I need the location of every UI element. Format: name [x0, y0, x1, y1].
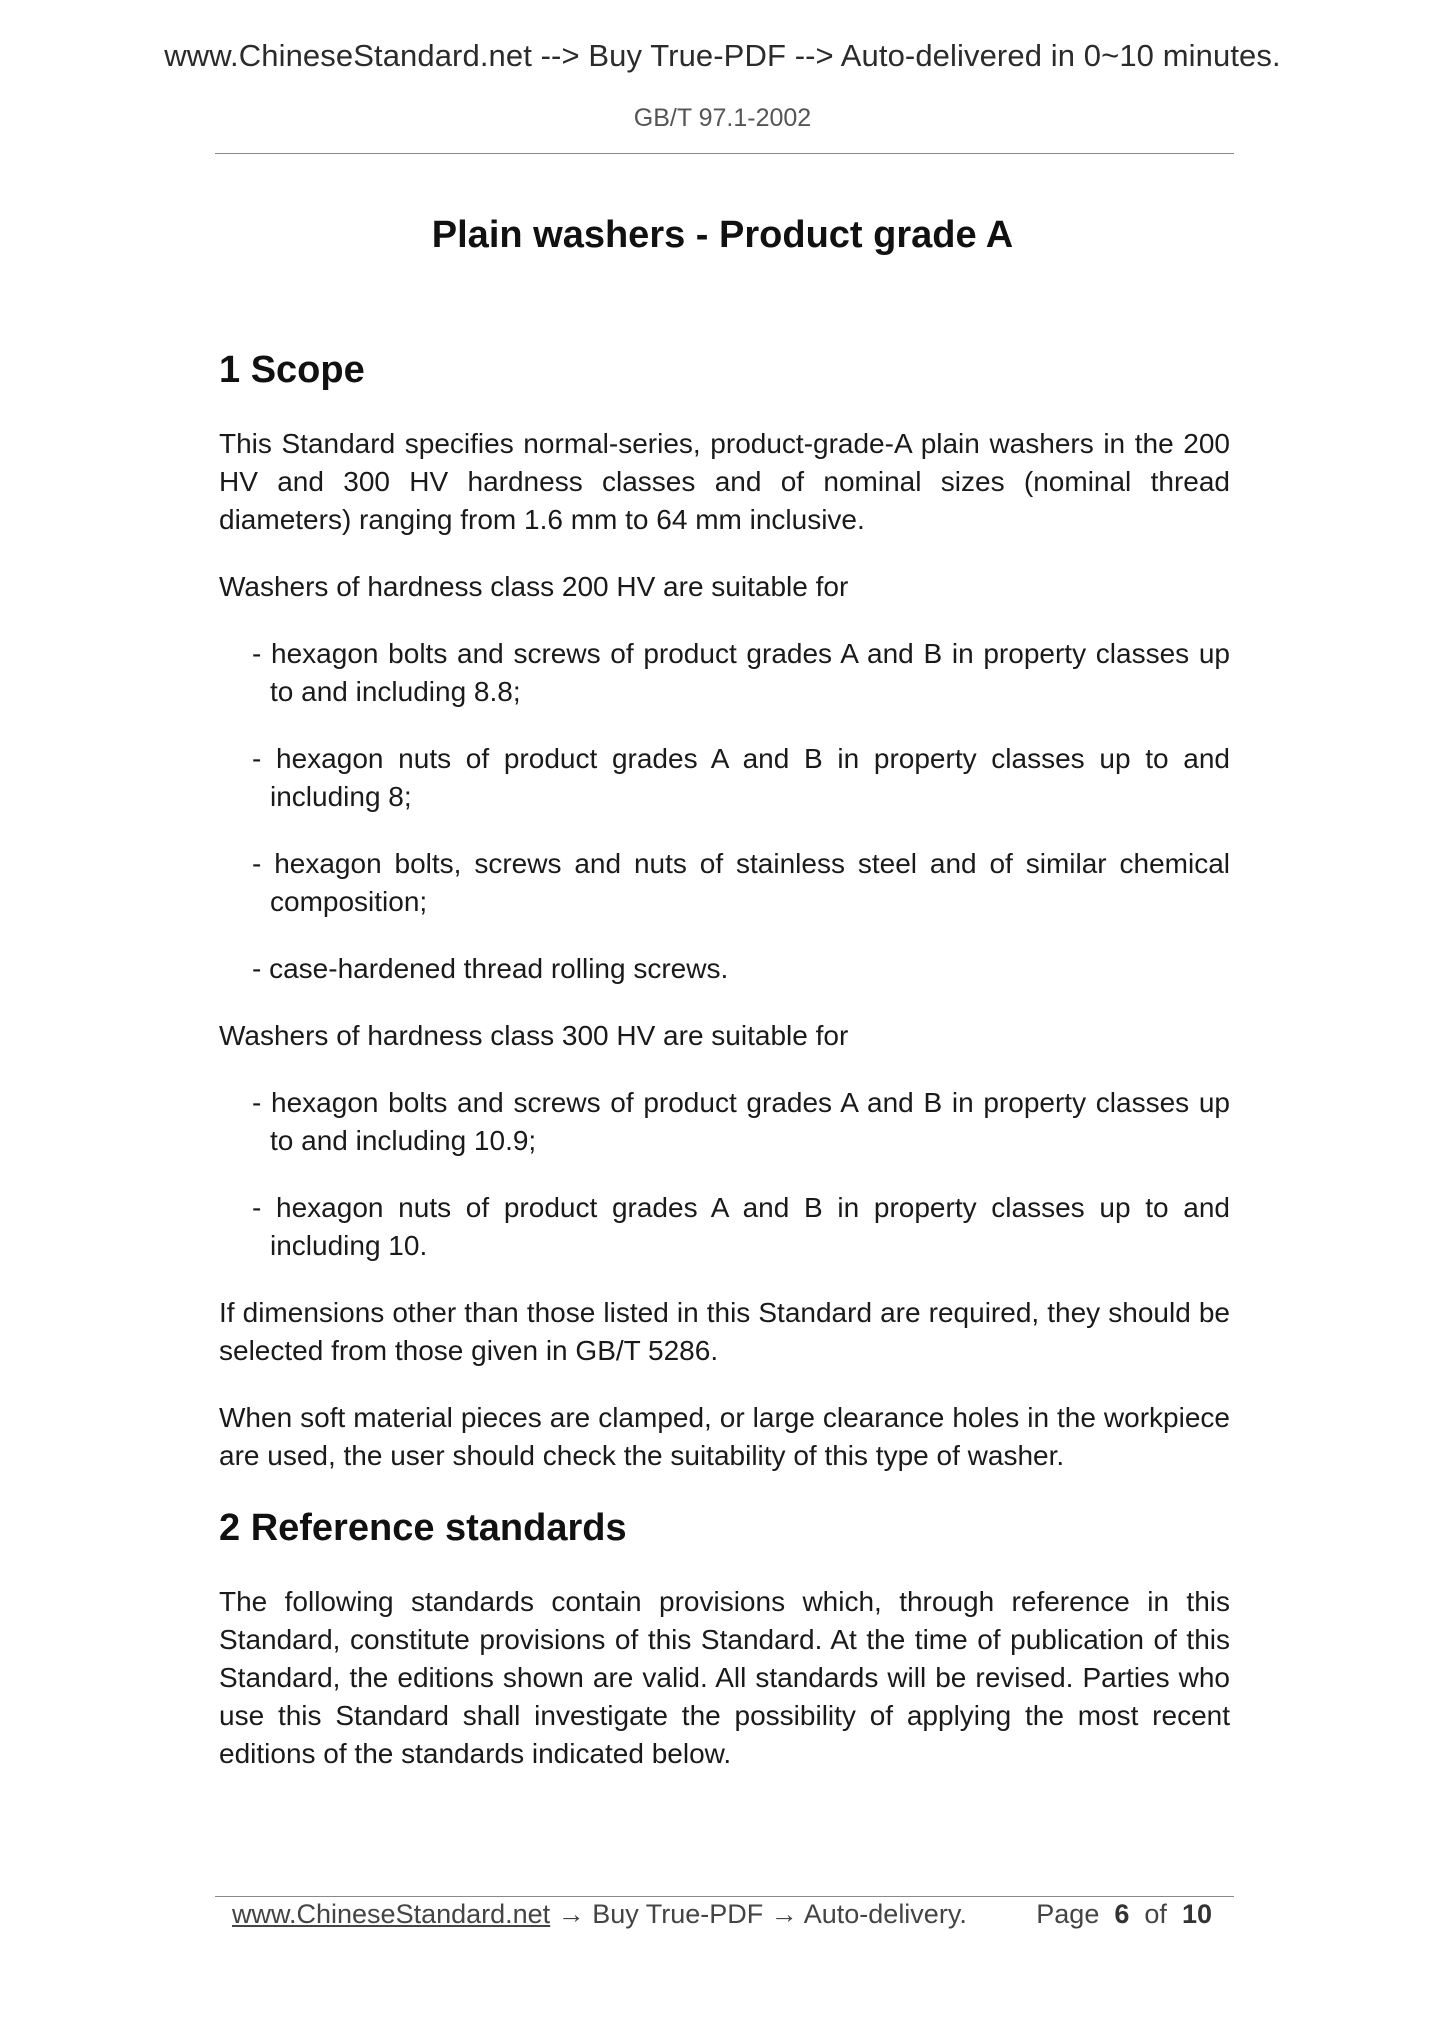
reference-standards-paragraph: The following standards contain provisions which, through reference in this Standard, constitute provisions of this Standard. At the time of publication of this Standard, the editions shown are valid. All standards will be revised. Parties who use this Standard shall investigate the possibility of applying the most recent editions of the standards indicated below.	[219, 1586, 1230, 1769]
scope-intro-paragraph: This Standard specifies normal-series, product-grade-A plain washers in the 200 HV and 300 HV hardness classes and of nominal sizes (nominal thread diameters) ranging from 1.6 mm to 64 mm inclusive.	[219, 428, 1230, 535]
list-item: - hexagon bolts and screws of product grades A and B in property classes up to and including 8.8;	[252, 638, 1230, 707]
header-divider	[215, 153, 1234, 154]
standard-number: GB/T 97.1-2002	[633, 104, 812, 132]
page-total: 10	[1181, 1899, 1212, 1929]
footer-left	[232, 1899, 967, 1930]
section-2-heading: 2 Reference standards	[219, 1507, 627, 1549]
footer-divider	[215, 1896, 1234, 1897]
list-item: - hexagon nuts of product grades A and B in property classes up to and including 10.	[252, 1192, 1230, 1261]
page-label: Page	[1036, 1899, 1100, 1929]
document-title: Plain washers - Product grade A	[431, 214, 1014, 256]
page-indicator	[1036, 1899, 1212, 1930]
list-item: - hexagon nuts of product grades A and B in property classes up to and including 8;	[252, 743, 1230, 812]
class-200-intro: Washers of hardness class 200 HV are suitable for	[219, 571, 849, 602]
site-banner: www.ChineseStandard.net --> Buy True-PDF --> Auto-delivered in 0~10 minutes.	[164, 38, 1281, 73]
list-item: - hexagon bolts, screws and nuts of stainless steel and of similar chemical composition;	[252, 848, 1230, 917]
dimensions-note-paragraph: If dimensions other than those listed in this Standard are required, they should be selected from those given in GB/T 5286.	[219, 1297, 1230, 1366]
list-item: - hexagon bolts and screws of product grades A and B in property classes up to and including 10.9;	[252, 1087, 1230, 1156]
of-label: of	[1144, 1899, 1167, 1929]
footer-delivery-text: → Buy True-PDF → Auto-delivery.	[550, 1899, 967, 1929]
document-body	[219, 346, 1230, 1773]
soft-material-note-paragraph: When soft material pieces are clamped, or large clearance holes in the workpiece are used, the user should check the suitability of this type of washer.	[219, 1402, 1230, 1471]
footer-site-link[interactable]: www.ChineseStandard.net	[232, 1899, 551, 1929]
class-300-intro: Washers of hardness class 300 HV are suitable for	[219, 1020, 849, 1051]
section-1-heading: 1 Scope	[219, 349, 365, 391]
page-current: 6	[1114, 1899, 1130, 1929]
list-item: - case-hardened thread rolling screws.	[252, 953, 729, 984]
